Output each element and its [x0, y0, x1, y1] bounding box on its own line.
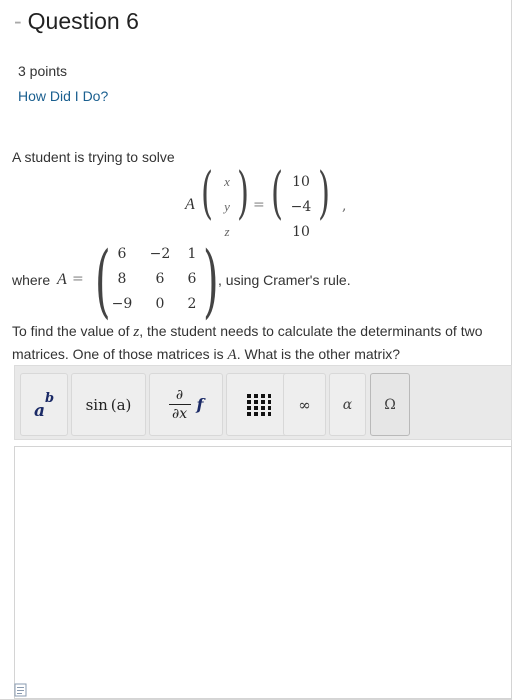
alpha-icon: α: [342, 396, 353, 413]
sin-label: sin: [85, 395, 108, 414]
fraction-bar: [169, 404, 191, 405]
points-label: 3 points: [18, 63, 68, 79]
unknown-z: z: [224, 224, 230, 239]
question-text: matrices. One of those matrices is: [12, 346, 228, 362]
equals-sign: =: [72, 271, 84, 287]
right-paren: ): [318, 161, 331, 226]
partial-derivative-button[interactable]: [149, 373, 223, 436]
lhs-matrix-label: A: [185, 196, 195, 213]
trig-function-button[interactable]: [71, 373, 146, 436]
rhs-value: 10: [292, 174, 310, 190]
partial-fraction: [169, 387, 191, 422]
unknown-y: y: [224, 199, 230, 214]
question-text: To find the value of: [12, 323, 134, 339]
greek-letters-button[interactable]: [329, 373, 366, 436]
answer-editor[interactable]: [14, 446, 512, 699]
partial-bottom: ∂x: [171, 406, 188, 422]
question-text: . What is the other matrix?: [236, 346, 401, 362]
matrix-cell: 8: [117, 271, 127, 287]
infinity-button[interactable]: [283, 373, 326, 436]
collapse-dash[interactable]: -: [14, 8, 22, 34]
variable-A: A: [227, 347, 237, 363]
matrix-cell: 1: [187, 246, 197, 262]
right-paren: ): [203, 234, 219, 327]
cramer-text: , using Cramer's rule.: [218, 272, 351, 288]
matrix-cell: 6: [155, 271, 165, 287]
right-paren: ): [237, 161, 250, 226]
equals-sign: =: [253, 197, 265, 213]
trailing-comma: ,: [342, 198, 347, 214]
question-body: [12, 320, 507, 366]
variable-z: z: [133, 324, 140, 340]
matrix-cell: 6: [187, 271, 197, 287]
matrix-cell: −2: [149, 246, 171, 262]
left-paren: (: [201, 161, 214, 226]
matrix-cell: 0: [155, 296, 165, 312]
rhs-value: 10: [292, 224, 310, 240]
intro-text: A student is trying to solve: [12, 149, 175, 165]
matrix-cell: 2: [187, 296, 197, 312]
partial-f: f: [196, 395, 204, 414]
unknown-x: x: [224, 174, 230, 189]
partial-top: ∂: [175, 387, 184, 403]
matrix-cell: 6: [117, 246, 127, 262]
question-header: [14, 8, 139, 35]
question-text: , the student needs to calculate the determinants of two: [139, 323, 483, 339]
infinity-icon: ∞: [298, 395, 311, 414]
document-icon: [14, 683, 28, 697]
sin-arg: (a): [110, 395, 132, 414]
matrix-icon: [247, 394, 271, 416]
question-title: Question 6: [27, 8, 139, 34]
left-paren: (: [271, 161, 284, 226]
left-paren: (: [95, 234, 111, 327]
math-toolbar: [14, 365, 512, 440]
omega-icon: Ω: [384, 396, 396, 413]
where-prefix: where: [12, 272, 51, 288]
superscript-button[interactable]: [20, 373, 68, 436]
superscript-base: a: [33, 400, 45, 421]
symbols-button[interactable]: [370, 373, 410, 436]
how-did-i-do-link[interactable]: How Did I Do?: [18, 88, 109, 104]
superscript-exp: b: [44, 391, 55, 406]
matrix-cell: −9: [111, 296, 133, 312]
where-matrix-label: A: [57, 271, 67, 288]
rhs-value: −4: [290, 199, 312, 215]
